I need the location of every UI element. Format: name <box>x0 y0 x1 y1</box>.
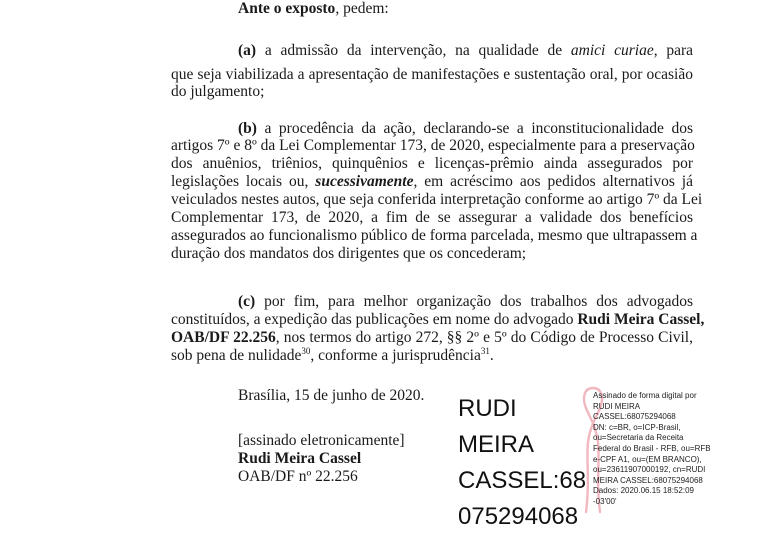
para-c-l4-mid: , conforme a jurisprudência <box>310 347 481 364</box>
para-a-text: a admissão da intervenção, na qualidade de <box>256 42 571 59</box>
sig-info-line: e-CPF A1, ou=(EM BRANCO), <box>593 454 702 464</box>
para-c-l2-start: constituídos, a expedição das publicações em nome do advogado <box>171 311 578 328</box>
para-c-l4-start: sob pena de nulidade <box>171 347 302 364</box>
para-c-line-3 <box>171 329 693 347</box>
para-c-line-2 <box>171 311 705 329</box>
digital-signature-name <box>458 391 593 535</box>
sig-name-line: RUDI <box>458 395 517 422</box>
para-b-line-1 <box>238 120 693 138</box>
sig-info-line: CASSEL:68075294068 <box>593 412 676 422</box>
para-c-l3-bold: OAB/DF 22.256 <box>171 329 276 346</box>
para-c-text: por fim, para melhor organização dos trabalhos dos advogados <box>255 293 693 310</box>
place-date: Brasília, 15 de junho de 2020. <box>238 387 425 404</box>
digital-signature-info <box>593 391 768 508</box>
para-a-line-2: que seja viabilizada a apresentação de manifestações e sustentação oral, por ocasião <box>171 66 693 83</box>
para-b-line-4 <box>171 173 693 191</box>
signer-name: Rudi Meira Cassel <box>238 450 362 467</box>
para-a-line-3: do julgamento; <box>171 83 265 100</box>
heading <box>238 0 389 18</box>
sig-info-line: RUDI MEIRA <box>593 401 641 411</box>
para-a-italic: amici curiae <box>570 42 654 59</box>
sig-info-line: ou=23611907000192, cn=RUDI <box>593 465 706 475</box>
para-b-l4-end: , em acréscimo aos pedidos alternativos já <box>413 173 693 190</box>
para-b-text: a procedência da ação, declarando-se a inconstitucionalidade dos <box>256 120 693 137</box>
signed-note: [assinado eletronicamente] <box>238 432 405 449</box>
sig-info-line: Dados: 2020.06.15 18:52:09 <box>593 486 694 496</box>
sig-info-line: MEIRA CASSEL:68075294068 <box>593 475 703 485</box>
sig-name-line: CASSEL:68 <box>458 467 587 494</box>
sig-info-line: Federal do Brasil - RFB, ou=RFB <box>593 443 711 453</box>
footnote-ref-31: 31 <box>480 345 490 356</box>
sig-name-line: MEIRA <box>458 431 535 458</box>
sig-info-line: ou=Secretaria da Receita <box>593 433 684 443</box>
para-b-line-8: duração dos mandatos dos dirigentes que os concederam; <box>171 245 527 262</box>
para-c-label: (c) <box>238 293 256 310</box>
sig-name-line: 075294068 <box>458 503 579 530</box>
para-a-end: , para <box>653 42 693 59</box>
para-b-line-5: veiculados nestes autos, que seja conferida interpretação conforme ao artigo 7º da Lei <box>171 191 703 208</box>
para-c-line-4 <box>171 347 494 365</box>
para-b-label: (b) <box>238 120 257 137</box>
heading-bold: Ante o exposto <box>238 0 336 17</box>
sig-info-line: DN: c=BR, o=ICP-Brasil, <box>593 422 681 432</box>
para-b-line-3: dos anuênios, triênios, quinquênios e licenças-prêmio ainda assegurados por <box>171 155 693 172</box>
para-b-line-2: artigos 7º e 8º da Lei Complementar 173, de 2020, especialmente para a preservação <box>171 137 695 154</box>
para-b-line-6: Complementar 173, de 2020, a fim de se assegurar a validade dos benefícios <box>171 209 693 226</box>
para-c-l2-bold: Rudi Meira Cassel, <box>577 311 705 328</box>
para-b-l4-start: legislações locais ou, <box>171 173 316 190</box>
para-b-line-7: assegurados ao funcionalismo público de forma parcelada, mesmo que ultrapassem a <box>171 227 698 244</box>
para-c-line-1 <box>238 293 693 311</box>
sig-info-line: Assinado de forma digital por <box>593 391 697 400</box>
para-a-line-1 <box>238 42 693 60</box>
signer-oab: OAB/DF nº 22.256 <box>238 468 358 485</box>
para-a-label: (a) <box>238 42 257 59</box>
footnote-ref-30: 30 <box>301 345 311 356</box>
para-c-l4-end: . <box>489 347 494 364</box>
sig-info-line: -03'00' <box>593 496 617 506</box>
para-c-l3-end: , nos termos do artigo 272, §§ 2º e 5º do Código de Processo Civil, <box>275 329 693 346</box>
para-b-l4-bold: sucessivamente <box>315 173 414 190</box>
heading-rest: , pedem: <box>335 0 389 17</box>
